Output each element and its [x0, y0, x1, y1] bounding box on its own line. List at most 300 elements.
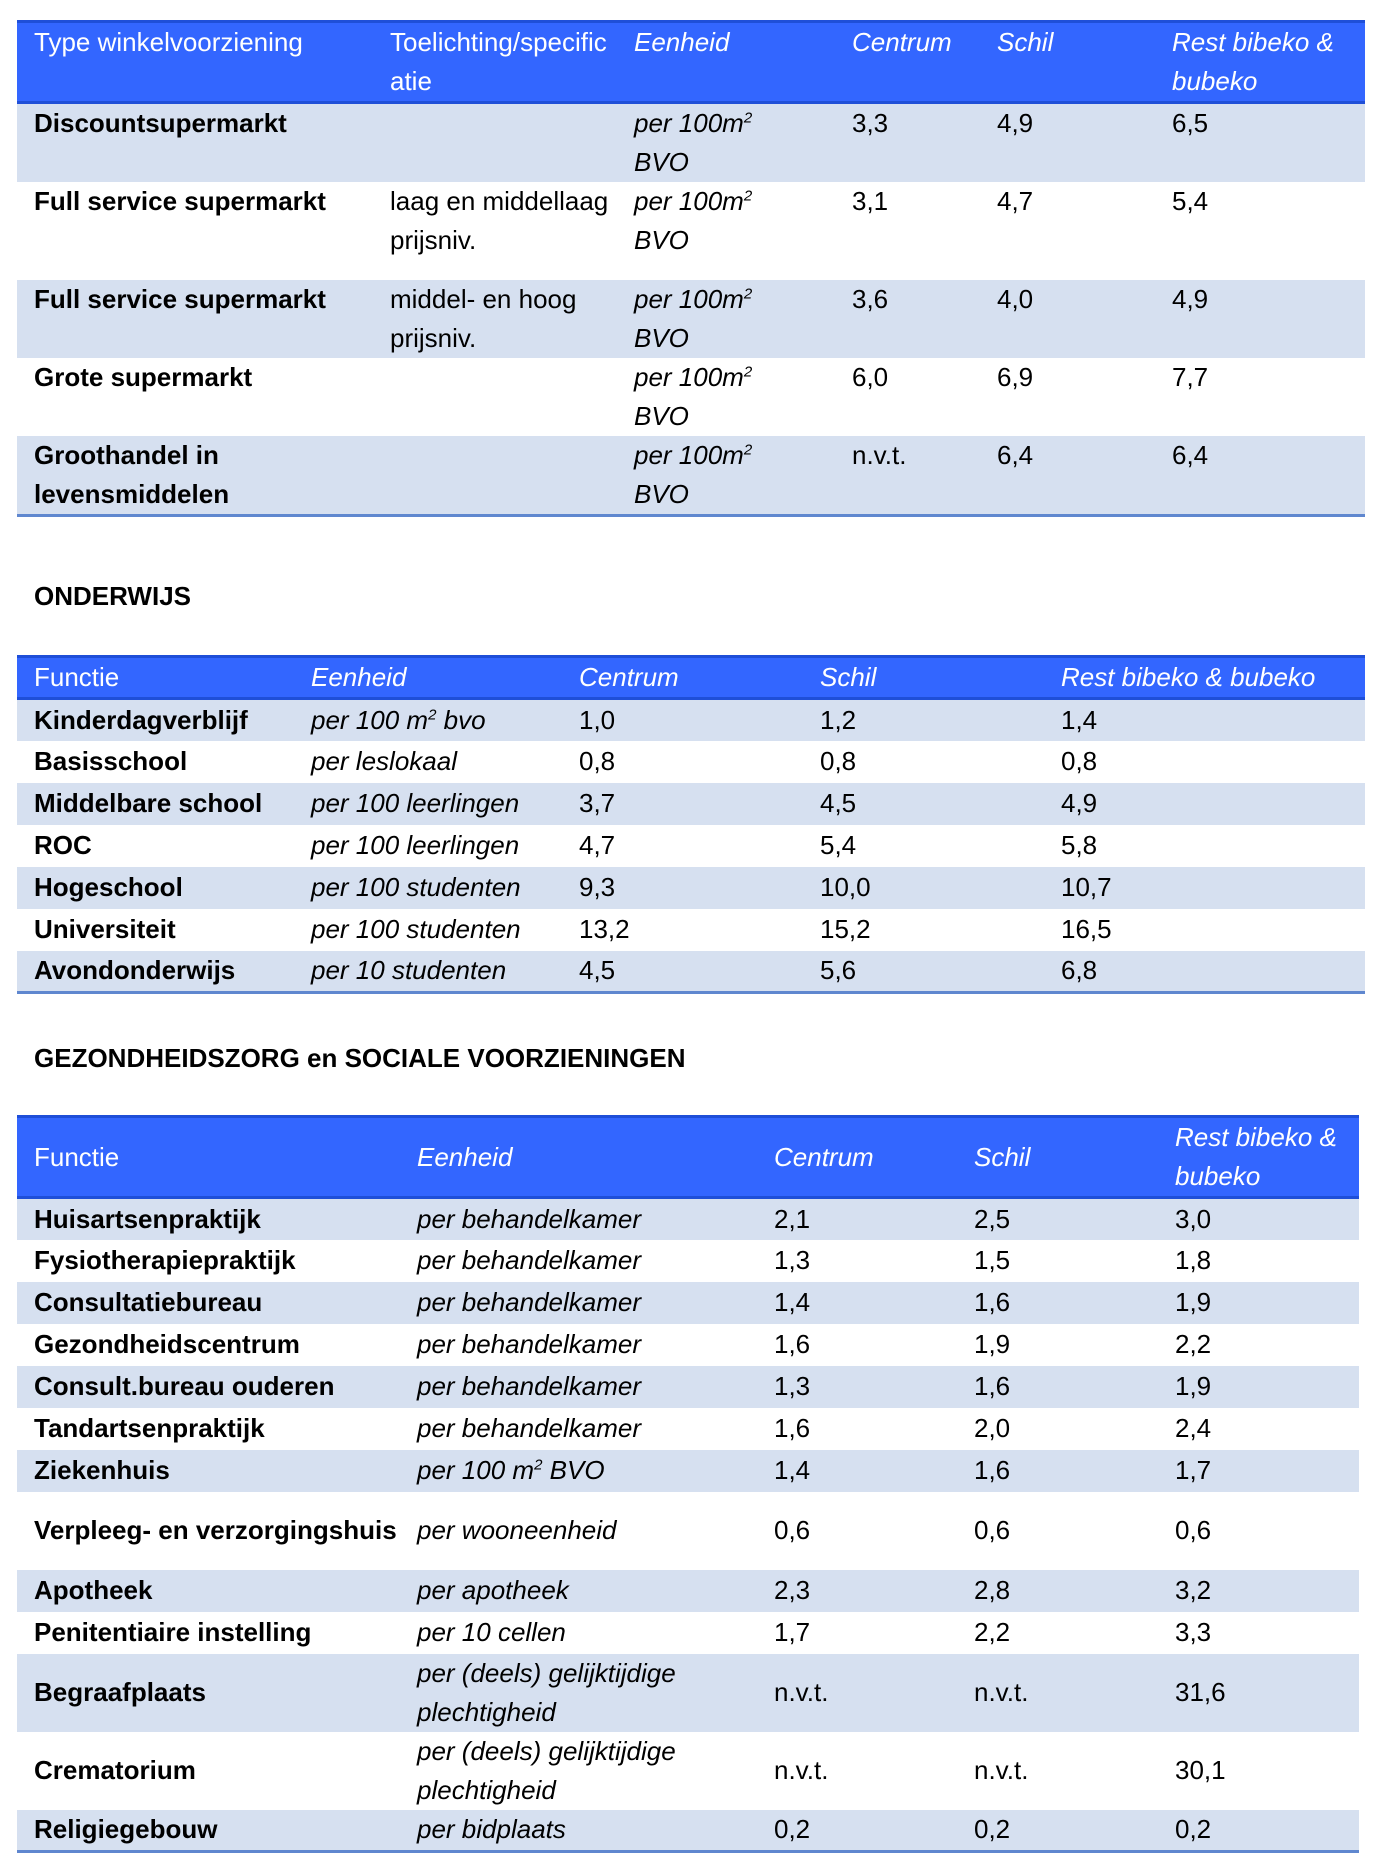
type-text: Full service supermarkt [34, 284, 326, 314]
rest-value: 2,2 [1175, 1329, 1212, 1359]
centrum-value: 1,7 [774, 1617, 811, 1647]
table-row [17, 741, 1365, 783]
header-rest: Rest bibeko & bubeko [1044, 657, 1365, 699]
schil-value: 4,9 [997, 108, 1034, 138]
type-text: Full service supermarkt [34, 186, 326, 216]
schil-value: 4,7 [997, 186, 1034, 216]
unit-cell [400, 1408, 757, 1450]
unit-cell [400, 1366, 757, 1408]
centrum-value: 0,2 [774, 1814, 811, 1845]
schil-cell [980, 182, 1155, 280]
centrum-value: 3,7 [579, 788, 616, 818]
table-row [17, 1408, 1359, 1450]
schil-value: 2,2 [974, 1617, 1011, 1647]
function-text: Kinderdagverblijf [34, 704, 248, 735]
centrum-value: 2,1 [774, 1203, 811, 1234]
centrum-value: 1,3 [774, 1371, 811, 1401]
schil-value: 15,2 [820, 914, 871, 944]
centrum-cell [757, 1324, 957, 1366]
rest-cell [1158, 1450, 1359, 1492]
rest-value: 2,4 [1175, 1413, 1212, 1443]
centrum-cell [757, 1612, 957, 1654]
schil-value: 5,4 [820, 830, 857, 860]
unit-cell [617, 280, 835, 358]
header-centrum: Centrum [835, 22, 980, 103]
centrum-cell [562, 699, 803, 741]
table-row [17, 1198, 1359, 1240]
health-table [17, 1115, 1359, 1853]
schil-cell [803, 951, 1044, 993]
centrum-value: 3,1 [852, 186, 889, 216]
unit-suffix: BVO [542, 1455, 605, 1485]
rest-value: 4,9 [1172, 284, 1209, 314]
centrum-value: n.v.t. [774, 1755, 829, 1785]
function-text: Penitentiaire instelling [34, 1617, 312, 1647]
unit-text: per apotheek [417, 1575, 569, 1605]
centrum-value: 3,3 [852, 108, 889, 138]
centrum-value: 2,3 [774, 1575, 811, 1605]
schil-cell [957, 1450, 1158, 1492]
function-cell [17, 1810, 400, 1852]
function-cell [17, 909, 294, 951]
centrum-cell [757, 1198, 957, 1240]
rest-cell [1158, 1492, 1359, 1570]
unit-cell [617, 182, 835, 280]
table-row [17, 1612, 1359, 1654]
note-cell [373, 280, 617, 358]
schil-value: 0,2 [974, 1814, 1011, 1845]
education-heading: ONDERWIJS [34, 581, 191, 611]
unit-superscript: 2 [743, 187, 753, 205]
schil-value: n.v.t. [974, 1755, 1029, 1785]
unit-cell [400, 1450, 757, 1492]
schil-cell [957, 1492, 1158, 1570]
unit-cell [400, 1324, 757, 1366]
rest-value: 0,2 [1175, 1814, 1212, 1845]
schil-cell [957, 1198, 1158, 1240]
type-cell [17, 182, 373, 280]
schil-value: 6,4 [997, 440, 1034, 470]
function-cell [17, 1240, 400, 1282]
rest-cell [1158, 1282, 1359, 1324]
rest-value: 0,6 [1175, 1515, 1212, 1545]
rest-cell [1155, 103, 1365, 183]
header-schil: Schil [803, 657, 1044, 699]
table-row [17, 1732, 1359, 1810]
unit-text: per 10 studenten [311, 955, 507, 986]
rest-cell [1158, 1654, 1359, 1732]
unit-text: per wooneenheid [417, 1515, 617, 1545]
rest-cell [1158, 1324, 1359, 1366]
schil-value: 0,8 [820, 746, 857, 776]
centrum-value: 1,0 [579, 704, 616, 735]
unit-cell [294, 699, 562, 741]
function-cell [17, 1612, 400, 1654]
rest-cell [1044, 909, 1365, 951]
schil-value: 5,6 [820, 955, 857, 986]
rest-cell [1158, 1732, 1359, 1810]
unit-text: per 100m [634, 362, 744, 392]
centrum-cell [757, 1282, 957, 1324]
table-row [17, 1240, 1359, 1282]
type-cell [17, 436, 373, 516]
centrum-cell [562, 951, 803, 993]
header-function: Functie [17, 657, 294, 699]
centrum-cell [835, 436, 980, 516]
function-text: Avondonderwijs [34, 955, 236, 986]
unit-superscript: 2 [743, 109, 753, 127]
schil-cell [957, 1570, 1158, 1612]
centrum-cell [835, 182, 980, 280]
schil-cell [980, 358, 1155, 436]
unit-text: per 100m [634, 108, 744, 138]
rest-value: 6,8 [1061, 955, 1098, 986]
table-row [17, 1450, 1359, 1492]
table-row [17, 280, 1365, 358]
unit-text: per leslokaal [311, 746, 457, 776]
header-unit: Eenheid [617, 22, 835, 103]
function-text: Consult.bureau ouderen [34, 1371, 335, 1401]
unit-text: per (deels) gelijktijdige plechtigheid [417, 1657, 676, 1727]
function-cell [17, 1492, 400, 1570]
unit-text: per behandelkamer [417, 1329, 642, 1359]
function-cell [17, 741, 294, 783]
note-cell [373, 436, 617, 516]
education-table [17, 655, 1365, 994]
unit-text: per 100 leerlingen [311, 830, 520, 860]
unit-suffix: BVO [634, 479, 689, 509]
schil-cell [803, 783, 1044, 825]
unit-cell [400, 1654, 757, 1732]
unit-suffix: bvo [436, 704, 486, 735]
centrum-value: 1,6 [774, 1413, 811, 1443]
rest-value: 1,7 [1175, 1455, 1212, 1485]
centrum-cell [562, 867, 803, 909]
centrum-cell [835, 280, 980, 358]
rest-cell [1044, 783, 1365, 825]
unit-superscript: 2 [743, 363, 753, 381]
type-cell [17, 358, 373, 436]
unit-cell [617, 103, 835, 183]
centrum-cell [757, 1732, 957, 1810]
unit-text: per bidplaats [417, 1814, 566, 1845]
unit-text: per 100 m [311, 704, 429, 735]
note-cell [373, 103, 617, 183]
schil-value: 2,5 [974, 1203, 1011, 1234]
rest-cell [1155, 280, 1365, 358]
rest-cell [1044, 699, 1365, 741]
rest-cell [1155, 182, 1365, 280]
schil-value: 10,0 [820, 872, 871, 902]
schil-value: 0,6 [974, 1515, 1011, 1545]
note-text: laag en middellaag prijsniv. [390, 186, 609, 255]
type-text: Discountsupermarkt [34, 108, 287, 138]
table-row [17, 783, 1365, 825]
centrum-value: 4,7 [579, 830, 616, 860]
unit-cell [400, 1810, 757, 1852]
schil-cell [957, 1366, 1158, 1408]
table-row [17, 182, 1365, 280]
centrum-value: 0,8 [579, 746, 616, 776]
function-cell [17, 1198, 400, 1240]
schil-cell [957, 1282, 1158, 1324]
unit-text: per 100 studenten [311, 872, 521, 902]
function-text: Consultatiebureau [34, 1287, 263, 1317]
unit-text: per 100 leerlingen [311, 788, 520, 818]
table-row [17, 699, 1365, 741]
centrum-cell [757, 1450, 957, 1492]
centrum-value: 4,5 [579, 955, 616, 986]
function-text: Hogeschool [34, 872, 183, 902]
centrum-value: 0,6 [774, 1515, 811, 1545]
function-text: Fysiotherapiepraktijk [34, 1245, 296, 1275]
rest-cell [1158, 1408, 1359, 1450]
unit-suffix: BVO [634, 225, 689, 255]
rest-cell [1155, 436, 1365, 516]
unit-suffix: BVO [634, 323, 689, 353]
unit-superscript: 2 [743, 441, 753, 459]
note-cell [373, 182, 617, 280]
schil-cell [957, 1240, 1158, 1282]
rest-value: 1,9 [1175, 1287, 1212, 1317]
rest-cell [1155, 358, 1365, 436]
unit-text: per behandelkamer [417, 1413, 642, 1443]
unit-cell [294, 741, 562, 783]
rest-value: 1,8 [1175, 1245, 1212, 1275]
table-row [17, 1492, 1359, 1570]
header-type: Type winkelvoorziening [17, 22, 373, 103]
centrum-cell [562, 825, 803, 867]
function-cell [17, 1732, 400, 1810]
unit-text: per 100m [634, 440, 744, 470]
unit-cell [400, 1612, 757, 1654]
centrum-cell [562, 741, 803, 783]
note-text: middel- en hoog prijsniv. [390, 284, 577, 353]
function-cell [17, 1324, 400, 1366]
unit-cell [400, 1240, 757, 1282]
rest-value: 6,5 [1172, 108, 1209, 138]
unit-superscript: 2 [534, 1456, 543, 1474]
unit-cell [294, 909, 562, 951]
rest-cell [1158, 1612, 1359, 1654]
function-cell [17, 1570, 400, 1612]
rest-cell [1044, 825, 1365, 867]
function-text: Verpleeg- en verzorgingshuis [34, 1515, 397, 1545]
table-row [17, 1366, 1359, 1408]
schil-value: 1,6 [974, 1455, 1011, 1485]
centrum-cell [757, 1810, 957, 1852]
rest-value: 16,5 [1061, 914, 1112, 944]
schil-cell [980, 103, 1155, 183]
function-text: Gezondheidscentrum [34, 1329, 300, 1359]
centrum-value: 1,4 [774, 1455, 811, 1485]
schil-cell [980, 436, 1155, 516]
centrum-cell [757, 1240, 957, 1282]
schil-cell [957, 1810, 1158, 1852]
unit-text: per behandelkamer [417, 1203, 642, 1234]
unit-cell [294, 825, 562, 867]
education-header-row [17, 657, 1365, 699]
schil-value: 6,9 [997, 362, 1034, 392]
health-heading: GEZONDHEIDSZORG en SOCIALE VOORZIENINGEN [34, 1043, 686, 1073]
table-row [17, 1654, 1359, 1732]
table-row [17, 436, 1365, 516]
unit-cell [294, 867, 562, 909]
function-text: Universiteit [34, 914, 176, 944]
rest-value: 0,8 [1061, 746, 1098, 776]
unit-text: per behandelkamer [417, 1245, 642, 1275]
header-schil: Schil [980, 22, 1155, 103]
table-row [17, 1324, 1359, 1366]
schil-cell [803, 867, 1044, 909]
centrum-cell [757, 1570, 957, 1612]
schil-cell [980, 280, 1155, 358]
unit-suffix: BVO [634, 401, 689, 431]
unit-superscript: 2 [743, 285, 753, 303]
rest-value: 10,7 [1061, 872, 1112, 902]
rest-value: 1,9 [1175, 1371, 1212, 1401]
retail-table [17, 20, 1365, 517]
function-cell [17, 1408, 400, 1450]
unit-text: per (deels) gelijktijdige plechtigheid [417, 1735, 676, 1805]
retail-header-row [17, 22, 1365, 103]
centrum-cell [757, 1654, 957, 1732]
schil-value: 1,6 [974, 1371, 1011, 1401]
unit-cell [400, 1492, 757, 1570]
schil-cell [803, 909, 1044, 951]
table-row [17, 909, 1365, 951]
schil-value: 1,6 [974, 1287, 1011, 1317]
rest-cell [1158, 1570, 1359, 1612]
function-text: Begraafplaats [34, 1677, 206, 1707]
centrum-cell [757, 1492, 957, 1570]
function-cell [17, 1450, 400, 1492]
unit-text: per 100m [634, 284, 744, 314]
function-cell [17, 825, 294, 867]
header-rest: Rest bibeko & bubeko [1158, 1117, 1359, 1198]
schil-value: 2,0 [974, 1413, 1011, 1443]
rest-cell [1044, 951, 1365, 993]
schil-value: 4,0 [997, 284, 1034, 314]
rest-cell [1158, 1198, 1359, 1240]
centrum-value: 3,6 [852, 284, 889, 314]
schil-value: 1,5 [974, 1245, 1011, 1275]
function-text: ROC [34, 830, 92, 860]
function-text: Religiegebouw [34, 1814, 218, 1845]
schil-value: n.v.t. [974, 1677, 1029, 1707]
unit-text: per 100 m [417, 1455, 535, 1485]
type-text: Grote supermarkt [34, 362, 253, 392]
schil-cell [957, 1732, 1158, 1810]
function-text: Middelbare school [34, 788, 263, 818]
centrum-cell [835, 103, 980, 183]
header-centrum: Centrum [757, 1117, 957, 1198]
header-note: Toelichting/specificatie [373, 22, 617, 103]
header-schil: Schil [957, 1117, 1158, 1198]
function-cell [17, 1366, 400, 1408]
centrum-cell [562, 909, 803, 951]
unit-cell [617, 436, 835, 516]
centrum-value: 13,2 [579, 914, 630, 944]
unit-cell [400, 1732, 757, 1810]
type-cell [17, 280, 373, 358]
centrum-cell [835, 358, 980, 436]
centrum-value: 1,4 [774, 1287, 811, 1317]
unit-superscript: 2 [428, 706, 437, 724]
rest-value: 4,9 [1061, 788, 1098, 818]
centrum-value: n.v.t. [774, 1677, 829, 1707]
unit-cell [400, 1282, 757, 1324]
header-unit: Eenheid [400, 1117, 757, 1198]
function-cell [17, 1654, 400, 1732]
rest-cell [1158, 1810, 1359, 1852]
rest-value: 3,2 [1175, 1575, 1212, 1605]
table-row [17, 358, 1365, 436]
table-row [17, 951, 1365, 993]
header-centrum: Centrum [562, 657, 803, 699]
table-row [17, 1570, 1359, 1612]
table-row [17, 867, 1365, 909]
table-row [17, 103, 1365, 183]
schil-cell [957, 1408, 1158, 1450]
rest-value: 5,8 [1061, 830, 1098, 860]
unit-text: per 100m [634, 186, 744, 216]
function-text: Basisschool [34, 746, 188, 776]
centrum-cell [757, 1408, 957, 1450]
schil-cell [803, 699, 1044, 741]
function-cell [17, 951, 294, 993]
schil-cell [957, 1612, 1158, 1654]
header-rest: Rest bibeko & bubeko [1155, 22, 1365, 103]
unit-text: per 10 cellen [417, 1617, 566, 1647]
rest-value: 3,0 [1175, 1203, 1212, 1234]
schil-cell [803, 825, 1044, 867]
schil-value: 1,2 [820, 704, 857, 735]
centrum-cell [757, 1366, 957, 1408]
rest-cell [1158, 1366, 1359, 1408]
centrum-cell [562, 783, 803, 825]
rest-value: 6,4 [1172, 440, 1209, 470]
unit-cell [400, 1198, 757, 1240]
rest-value: 7,7 [1172, 362, 1209, 392]
rest-cell [1158, 1240, 1359, 1282]
table-row [17, 1282, 1359, 1324]
function-cell [17, 867, 294, 909]
schil-value: 2,8 [974, 1575, 1011, 1605]
function-cell [17, 1282, 400, 1324]
function-text: Huisartsenpraktijk [34, 1203, 261, 1234]
type-cell [17, 103, 373, 183]
unit-cell [294, 951, 562, 993]
unit-text: per behandelkamer [417, 1287, 642, 1317]
type-text: Groothandel in levensmiddelen [34, 440, 230, 509]
function-cell [17, 783, 294, 825]
table-row [17, 825, 1365, 867]
schil-cell [957, 1324, 1158, 1366]
rest-value: 31,6 [1175, 1677, 1226, 1707]
centrum-value: 1,6 [774, 1329, 811, 1359]
schil-value: 4,5 [820, 788, 857, 818]
unit-cell [617, 358, 835, 436]
schil-cell [803, 741, 1044, 783]
rest-value: 3,3 [1175, 1617, 1212, 1647]
function-text: Ziekenhuis [34, 1455, 170, 1485]
table-row [17, 1810, 1359, 1852]
header-function: Functie [17, 1117, 400, 1198]
unit-text: per 100 studenten [311, 914, 521, 944]
centrum-value: n.v.t. [852, 440, 907, 470]
rest-cell [1044, 741, 1365, 783]
